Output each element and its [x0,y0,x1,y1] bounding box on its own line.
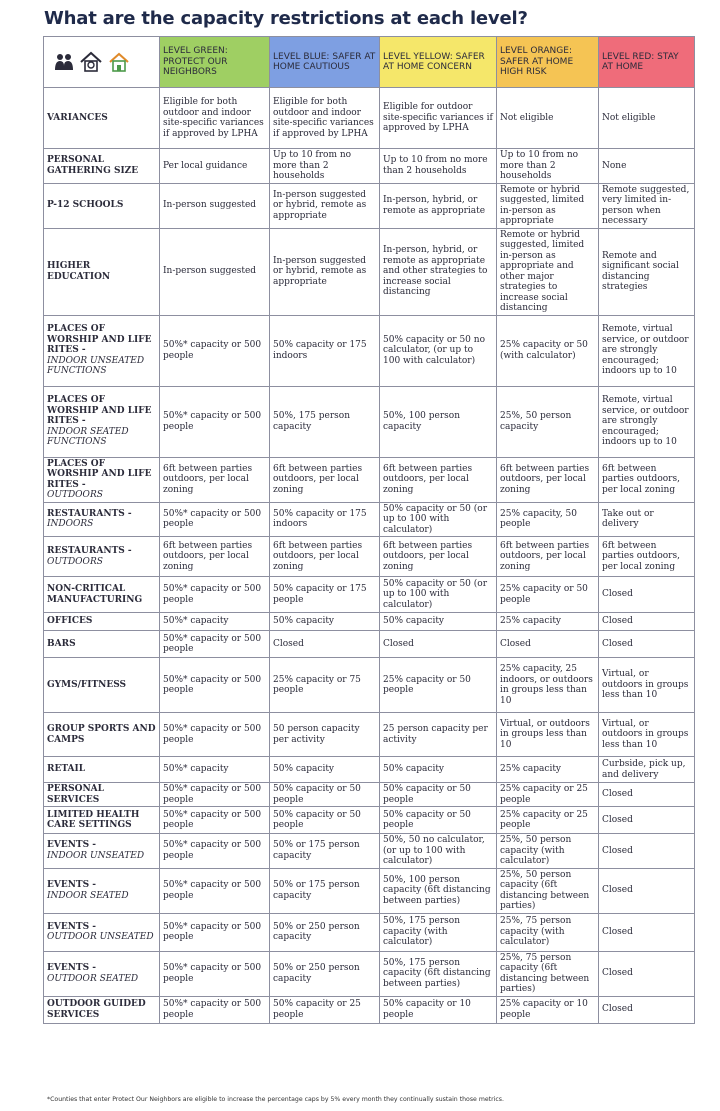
table-row [44,537,695,577]
row-label-main: RESTAURANTS - [47,508,132,519]
row-label [44,386,160,457]
cell-orange: 25% capacity or 50 (with calculator) [497,315,599,386]
cell-blue: 50% capacity [270,613,380,631]
cell-yellow: Eligible for outdoor site-specific variances if approved by LPHA [380,88,497,149]
cell-blue: 50% or 175 person capacity [270,834,380,869]
cell-orange: 25% capacity or 50 people [497,577,599,613]
table-row [44,386,695,457]
cell-yellow: 6ft between parties outdoors, per local zoning [380,537,497,577]
cell-green: 50%* capacity or 500 people [160,658,270,713]
cell-yellow: 50% capacity or 50 (or up to 100 with calculator) [380,577,497,613]
cell-orange: 25% capacity or 25 people [497,807,599,834]
cell-green: 50%* capacity or 500 people [160,713,270,757]
cell-orange: 25% capacity, 25 indoors, or outdoors in groups less than 10 [497,658,599,713]
table-row [44,457,695,502]
row-label-main: GYMS/FITNESS [47,679,127,690]
cell-green: 50%* capacity or 500 people [160,631,270,658]
cell-red: Remote suggested, very limited in-person when necessary [599,183,695,228]
cell-yellow: 50% capacity or 10 people [380,996,497,1023]
row-label [44,757,160,783]
row-label-sub: INDOOR SEATED [47,890,129,901]
cell-yellow: 50%, 100 person capacity [380,386,497,457]
row-label [44,713,160,757]
row-label [44,913,160,951]
cell-blue: 50% capacity [270,757,380,783]
row-label-main: HIGHER EDUCATION [47,261,111,282]
row-label-main: OFFICES [47,616,93,627]
cell-red: Take out or delivery [599,502,695,537]
table-row [44,149,695,184]
cell-blue: 50% or 250 person capacity [270,913,380,951]
shield-house-icon [78,49,104,75]
cell-green: Per local guidance [160,149,270,184]
row-label [44,951,160,996]
cell-red: Closed [599,577,695,613]
cell-blue: 50%, 175 person capacity [270,386,380,457]
cell-yellow: 50% capacity [380,613,497,631]
cell-green: 50%* capacity or 500 people [160,834,270,869]
row-label-main: PLACES OF WORSHIP AND LIFE RITES - [47,458,152,490]
row-label-main: PERSONAL SERVICES [47,784,104,805]
cell-red: 6ft between parties outdoors, per local zoning [599,457,695,502]
cell-orange: 25% capacity [497,613,599,631]
cell-green: 6ft between parties outdoors, per local zoning [160,537,270,577]
row-label [44,658,160,713]
cell-blue: 25% capacity or 75 people [270,658,380,713]
table-row [44,228,695,315]
cell-blue: In-person suggested or hybrid, remote as appropriate [270,183,380,228]
row-label [44,228,160,315]
row-label-main: VARIANCES [47,112,108,123]
cell-blue: 50% or 175 person capacity [270,868,380,913]
cell-yellow: 25% capacity or 50 people [380,658,497,713]
row-label [44,996,160,1023]
row-label [44,868,160,913]
table-row [44,613,695,631]
table-row [44,315,695,386]
cell-yellow: 50%, 50 no calculator, (or up to 100 with calculator) [380,834,497,869]
cell-orange: 25%, 50 person capacity [497,386,599,457]
cell-yellow: Closed [380,631,497,658]
row-label-main: PLACES OF WORSHIP AND LIFE RITES - [47,324,152,356]
row-label [44,88,160,149]
cell-green: 50%* capacity or 500 people [160,502,270,537]
cell-green: 50%* capacity or 500 people [160,913,270,951]
cell-yellow: 50%, 100 person capacity (6ft distancing between parties) [380,868,497,913]
cell-yellow: 50% capacity or 50 (or up to 100 with calculator) [380,502,497,537]
cell-green: 50%* capacity or 500 people [160,807,270,834]
cell-yellow: 6ft between parties outdoors, per local zoning [380,457,497,502]
row-label-main: GROUP SPORTS AND CAMPS [47,724,156,745]
cell-orange: Not eligible [497,88,599,149]
cell-blue: 50% capacity or 50 people [270,783,380,807]
cell-red: Closed [599,783,695,807]
table-row [44,713,695,757]
cell-blue: 50% capacity or 175 indoors [270,315,380,386]
table-row [44,868,695,913]
cell-red: Closed [599,807,695,834]
cell-yellow: In-person, hybrid, or remote as appropriate [380,183,497,228]
cell-yellow: 50%, 175 person capacity (6ft distancing between parties) [380,951,497,996]
table-row [44,502,695,537]
cell-orange: 25% capacity or 10 people [497,996,599,1023]
cell-green: 6ft between parties outdoors, per local zoning [160,457,270,502]
cell-orange: Remote or hybrid suggested, limited in-person as appropriate and other major strategies to increase social distancing [497,228,599,315]
row-label-main: PERSONAL GATHERING SIZE [47,155,139,176]
row-label-main: EVENTS - [47,921,96,932]
table-row [44,658,695,713]
row-label-main: NON-CRITICAL MANUFACTURING [47,584,143,605]
cell-red: Closed [599,951,695,996]
row-label-main: PLACES OF WORSHIP AND LIFE RITES - [47,395,152,427]
cell-green: 50%* capacity or 500 people [160,868,270,913]
cell-red: 6ft between parties outdoors, per local zoning [599,537,695,577]
cell-red: Remote and significant social distancing strategies [599,228,695,315]
row-label-main: EVENTS - [47,840,96,851]
cell-green: 50%* capacity or 500 people [160,951,270,996]
cell-green: 50%* capacity or 500 people [160,315,270,386]
cell-orange: Closed [497,631,599,658]
row-label [44,149,160,184]
cell-yellow: 50% capacity or 50 no calculator, (or up to 100 with calculator) [380,315,497,386]
cell-red: Curbside, pick up, and delivery [599,757,695,783]
row-label-sub: OUTDOORS [47,556,103,567]
cell-green: 50%* capacity [160,757,270,783]
header-level-red: LEVEL RED: STAY AT HOME [599,37,695,88]
cell-red: Virtual, or outdoors in groups less than 10 [599,658,695,713]
cell-blue: 50% capacity or 50 people [270,807,380,834]
table-row [44,913,695,951]
row-label-main: RETAIL [47,764,86,775]
cell-blue: 6ft between parties outdoors, per local zoning [270,457,380,502]
cell-red: Closed [599,631,695,658]
page-title: What are the capacity restrictions at each level? [44,8,528,29]
cell-green: In-person suggested [160,183,270,228]
cell-blue: 50% or 250 person capacity [270,951,380,996]
row-label [44,457,160,502]
home-icon [107,50,131,74]
row-label-main: OUTDOOR GUIDED SERVICES [47,999,146,1020]
cell-orange: Up to 10 from no more than 2 households [497,149,599,184]
cell-blue: Eligible for both outdoor and indoor site-specific variances if approved by LPHA [270,88,380,149]
row-label [44,183,160,228]
row-label [44,577,160,613]
header-icons-cell [44,37,160,88]
row-label-main: BARS [47,638,76,649]
cell-red: Remote, virtual service, or outdoor are strongly encouraged; indoors up to 10 [599,315,695,386]
cell-orange: 25% capacity or 25 people [497,783,599,807]
cell-green: 50%* capacity or 500 people [160,783,270,807]
header-level-green: LEVEL GREEN: PROTECT OUR NEIGHBORS [160,37,270,88]
cell-red: Virtual, or outdoors in groups less than 10 [599,713,695,757]
table-row [44,183,695,228]
row-label-sub: OUTDOORS [47,490,103,500]
table-body [44,88,695,1024]
row-label-sub: INDOOR UNSEATED [47,850,145,861]
cell-green: 50%* capacity [160,613,270,631]
header-row [44,37,695,88]
cell-blue: In-person suggested or hybrid, remote as appropriate [270,228,380,315]
row-label-sub: INDOORS [47,519,94,530]
row-label-sub: OUTDOOR UNSEATED [47,932,154,942]
row-label [44,537,160,577]
table-row [44,951,695,996]
row-label [44,613,160,631]
row-label [44,631,160,658]
row-label-sub: INDOOR SEATED FUNCTIONS [47,426,129,448]
cell-blue: 50% capacity or 25 people [270,996,380,1023]
header-level-orange: LEVEL ORANGE: SAFER AT HOME HIGH RISK [497,37,599,88]
cell-green: 50%* capacity or 500 people [160,386,270,457]
row-label [44,783,160,807]
cell-green: In-person suggested [160,228,270,315]
cell-green: Eligible for both outdoor and indoor site-specific variances if approved by LPHA [160,88,270,149]
footnote: *Counties that enter Protect Our Neighbors are eligible to increase the percentage caps by 5% every month they continually sustain those metrics. [47,1096,504,1103]
cell-red: Remote, virtual service, or outdoor are strongly encouraged; indoors up to 10 [599,386,695,457]
row-label-sub: INDOOR UNSEATED FUNCTIONS [47,355,145,377]
table-row [44,996,695,1023]
cell-orange: 25% capacity, 50 people [497,502,599,537]
cell-red: Closed [599,868,695,913]
cell-red: None [599,149,695,184]
cell-yellow: In-person, hybrid, or remote as appropriate and other strategies to increase social distancing [380,228,497,315]
cell-orange: 25%, 75 person capacity (6ft distancing between parties) [497,951,599,996]
table-row [44,807,695,834]
cell-blue: Closed [270,631,380,658]
table-row [44,577,695,613]
table-row [44,834,695,869]
row-label-main: LIMITED HEALTH CARE SETTINGS [47,809,140,830]
capacity-table [43,36,695,1024]
cell-yellow: 25 person capacity per activity [380,713,497,757]
table-row [44,88,695,149]
cell-orange: 25%, 50 person capacity (with calculator) [497,834,599,869]
cell-orange: 25%, 75 person capacity (with calculator) [497,913,599,951]
cell-red: Closed [599,996,695,1023]
cell-yellow: 50%, 175 person capacity (with calculator) [380,913,497,951]
cell-red: Not eligible [599,88,695,149]
table-row [44,631,695,658]
cell-yellow: 50% capacity or 50 people [380,807,497,834]
row-label [44,315,160,386]
cell-green: 50%* capacity or 500 people [160,577,270,613]
table-row [44,783,695,807]
cell-orange: Remote or hybrid suggested, limited in-person as appropriate [497,183,599,228]
row-label-main: EVENTS - [47,963,96,973]
cell-blue: 50% capacity or 175 people [270,577,380,613]
cell-yellow: 50% capacity or 50 people [380,783,497,807]
row-label [44,807,160,834]
row-label-main: P-12 SCHOOLS [47,200,124,211]
cell-blue: 50% capacity or 175 indoors [270,502,380,537]
cell-orange: 25%, 50 person capacity (6ft distancing between parties) [497,868,599,913]
row-label-sub: OUTDOOR SEATED [47,973,139,984]
cell-red: Closed [599,613,695,631]
cell-blue: 6ft between parties outdoors, per local zoning [270,537,380,577]
cell-orange: 25% capacity [497,757,599,783]
cell-blue: Up to 10 from no more than 2 households [270,149,380,184]
row-label [44,502,160,537]
row-label [44,834,160,869]
cell-blue: 50 person capacity per activity [270,713,380,757]
cell-orange: 6ft between parties outdoors, per local zoning [497,537,599,577]
cell-red: Closed [599,834,695,869]
row-label-main: EVENTS - [47,880,96,890]
cell-yellow: Up to 10 from no more than 2 households [380,149,497,184]
cell-orange: 6ft between parties outdoors, per local zoning [497,457,599,502]
row-label-main: RESTAURANTS - [47,546,132,556]
header-level-blue: LEVEL BLUE: SAFER AT HOME CAUTIOUS [270,37,380,88]
cell-green: 50%* capacity or 500 people [160,996,270,1023]
people-icon [53,50,75,74]
cell-yellow: 50% capacity [380,757,497,783]
cell-red: Closed [599,913,695,951]
header-level-yellow: LEVEL YELLOW: SAFER AT HOME CONCERN [380,37,497,88]
cell-orange: Virtual, or outdoors in groups less than 10 [497,713,599,757]
table-row [44,757,695,783]
